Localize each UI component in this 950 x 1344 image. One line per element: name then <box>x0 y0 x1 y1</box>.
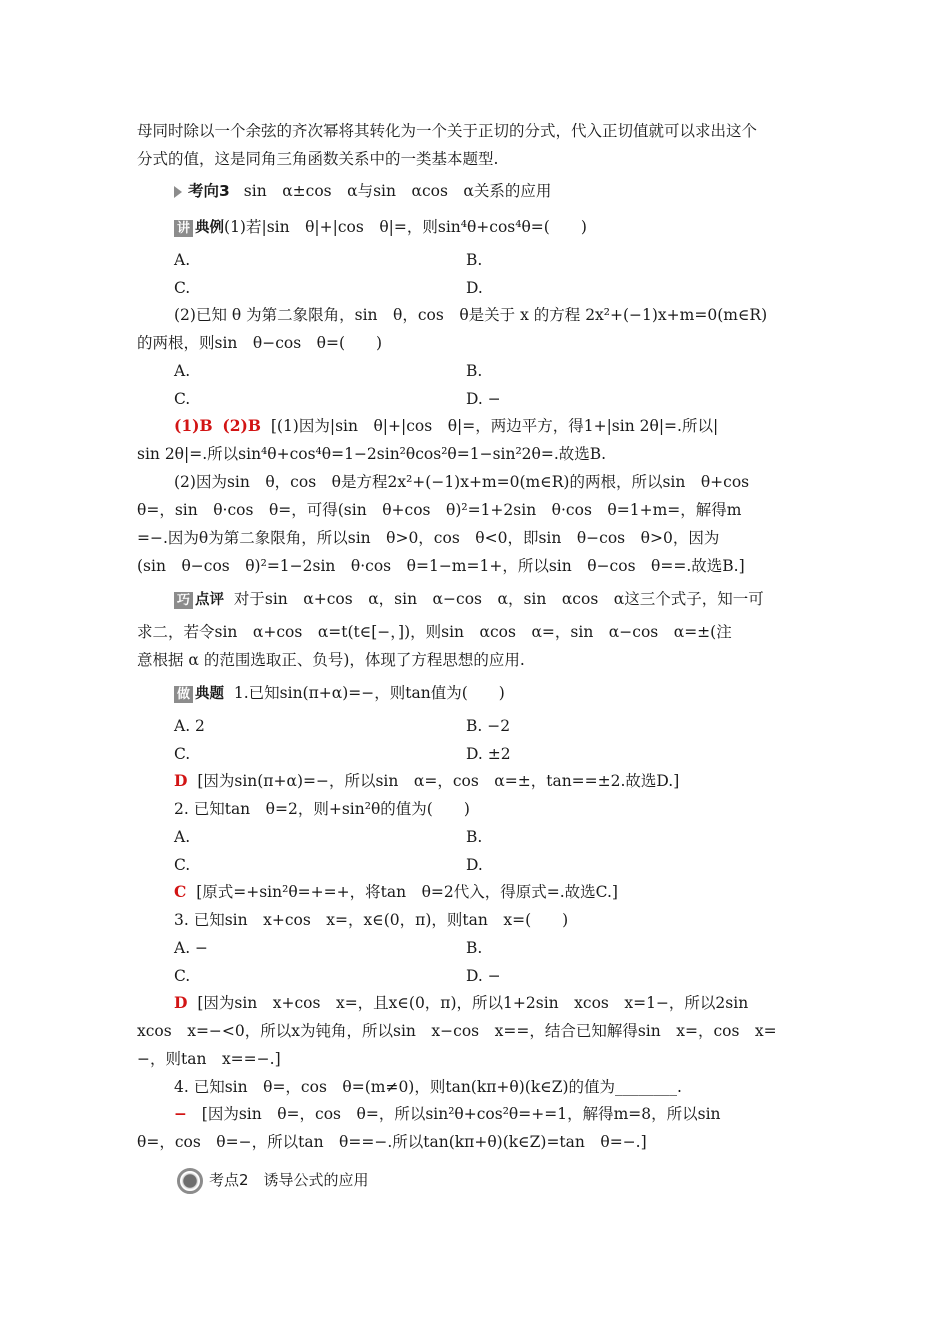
practice-q4-solution-line-2: θ=，cos θ=−，所以tan θ==−.所以tan(kπ+θ)(k∈Z)=tan θ=−.] <box>137 1133 647 1151</box>
example-q1-options-row1 <box>174 250 854 270</box>
example-solution-line-2: sin 2θ|=.所以sin⁴θ+cos⁴θ=1−2sin²θcos²θ=1−sin²2θ=.故选B. <box>137 445 607 463</box>
option: A. <box>174 251 191 269</box>
practice-q1-text: 1.已知sin(π+α)=−，则tan值为( ) <box>233 684 505 702</box>
answer-label: (2)B <box>222 416 261 435</box>
practice-q2-options-row1 <box>174 827 854 847</box>
practice-q2-options-row2 <box>174 855 854 875</box>
option: B. −2 <box>466 717 511 735</box>
option: C. <box>174 856 191 874</box>
answer-label: (1)B <box>174 416 213 435</box>
zuo-badge-icon: 做 <box>174 686 193 703</box>
comment-line-1 <box>174 589 854 610</box>
example-solution-line-3: (2)因为sin θ，cos θ是方程2x²+(−1)x+m=0(m∈R)的两根，所以sin θ+cos <box>174 473 750 491</box>
example-solution-line-1 <box>174 416 854 436</box>
practice-q1-solution <box>174 771 854 791</box>
option: D. − <box>466 967 501 985</box>
comment-text: 对于sin α+cos α，sin α−cos α，sin αcos α这三个式子，知一可 <box>233 590 764 608</box>
solution-text: [(1)因为|sin θ|+|cos θ|=，两边平方，得1+|sin 2θ|=.所以| <box>270 417 719 435</box>
comment-tag-label: 点评 <box>195 592 225 608</box>
option: C. <box>174 279 191 297</box>
comment-line-3: 意根据 α 的范围选取正、负号)，体现了方程思想的应用. <box>137 651 525 669</box>
solution-text: [因为sin θ=，cos θ=，所以sin²θ+cos²θ=+=1，解得m=8，所以sin <box>201 1105 721 1123</box>
solution-text: [原式=+sin²θ=+=+，将tan θ=2代入，得原式=.故选C.] <box>196 883 618 901</box>
answer-label: C <box>174 882 187 901</box>
option: D. <box>466 279 483 297</box>
option: B. <box>466 939 483 957</box>
section-heading <box>177 1166 857 1194</box>
jiang-badge-icon: 讲 <box>174 220 193 237</box>
section-circle-icon <box>177 1168 203 1194</box>
example-q2-line-1: (2)已知 θ 为第二象限角，sin θ，cos θ是关于 x 的方程 2x²+(−1)x+m=0(m∈R) <box>174 306 768 324</box>
option: C. <box>174 390 191 408</box>
option: B. <box>466 362 483 380</box>
intro-line-2: 分式的值，这是同角三角函数关系中的一类基本题型. <box>137 150 499 168</box>
practice-q4: 4. 已知sin θ=，cos θ=(m≠0)，则tan(kπ+θ)(k∈Z)的值为________. <box>174 1078 682 1096</box>
practice-q3-options-row1 <box>174 938 854 958</box>
option: D. <box>466 856 483 874</box>
example-tag-label: 典例 <box>195 220 225 236</box>
solution-text: [因为sin(π+α)=−，所以sin α=，cos α=±，tan==±2.故选D.] <box>197 772 680 790</box>
practice-q1 <box>174 683 854 704</box>
comment-line-2: 求二，若令sin α+cos α=t(t∈[−，])，则sin αcos α=，sin α−cos α=±(注 <box>137 623 732 641</box>
option: A. <box>174 828 191 846</box>
example-solution-line-4: θ=，sin θ·cos θ=，可得(sin θ+cos θ)²=1+2sin θ·cos θ=1+m=，解得m <box>137 501 742 519</box>
practice-q1-options-row1 <box>174 716 854 736</box>
triangle-bullet-icon <box>174 186 182 198</box>
option: A. − <box>174 939 209 957</box>
qiao-badge-icon: 巧 <box>174 592 193 609</box>
kaoxiang-heading <box>174 181 854 201</box>
option: A. <box>174 362 191 380</box>
practice-q3: 3. 已知sin x+cos x=，x∈(0，π)，则tan x=( ) <box>174 911 569 929</box>
example-q1-text: (1)若|sin θ|+|cos θ|=，则sin⁴θ+cos⁴θ=( ) <box>224 218 587 236</box>
section-title: 考点2 诱导公式的应用 <box>209 1171 369 1189</box>
answer-label: − <box>174 1104 187 1123</box>
example-solution-line-5: =−.因为θ为第二象限角，所以sin θ>0，cos θ<0，即sin θ−cos θ>0，因为 <box>137 529 720 547</box>
example-q2-options-row1 <box>174 361 854 381</box>
option: C. <box>174 745 191 763</box>
practice-q1-options-row2 <box>174 744 854 764</box>
option: D. ±2 <box>466 745 511 763</box>
example-q2-line-2: 的两根，则sin θ−cos θ=( ) <box>137 334 383 352</box>
option: A. 2 <box>174 717 205 735</box>
practice-q3-solution-line-1 <box>174 993 854 1013</box>
option: D. − <box>466 390 501 408</box>
option: B. <box>466 828 483 846</box>
practice-tag-label: 典题 <box>195 686 225 702</box>
kaoxiang-label: 考向3 <box>188 182 230 200</box>
practice-q2-solution <box>174 882 854 902</box>
practice-q3-options-row2 <box>174 966 854 986</box>
answer-label: D <box>174 993 188 1012</box>
practice-q2: 2. 已知tan θ=2，则+sin²θ的值为( ) <box>174 800 470 818</box>
example-q1-options-row2 <box>174 278 854 298</box>
example-q1 <box>174 217 854 238</box>
kaoxiang-title: sin α±cos α与sin αcos α关系的应用 <box>243 182 552 200</box>
example-solution-line-6: (sin θ−cos θ)²=1−2sin θ·cos θ=1−m=1+，所以sin θ−cos θ==.故选B.] <box>137 557 745 575</box>
option: C. <box>174 967 191 985</box>
practice-q3-solution-line-2: xcos x=−<0，所以x为钝角，所以sin x−cos x==，结合已知解得sin x=，cos x= <box>137 1022 777 1040</box>
example-q2-options-row2 <box>174 389 854 409</box>
answer-label: D <box>174 771 188 790</box>
option: B. <box>466 251 483 269</box>
solution-text: [因为sin x+cos x=，且x∈(0，π)，所以1+2sin xcos x=1−，所以2sin <box>197 994 749 1012</box>
practice-q4-solution-line-1 <box>174 1104 854 1124</box>
practice-q3-solution-line-3: −，则tan x==−.] <box>137 1050 281 1068</box>
intro-line-1: 母同时除以一个余弦的齐次幂将其转化为一个关于正切的分式，代入正切值就可以求出这个 <box>137 122 758 140</box>
